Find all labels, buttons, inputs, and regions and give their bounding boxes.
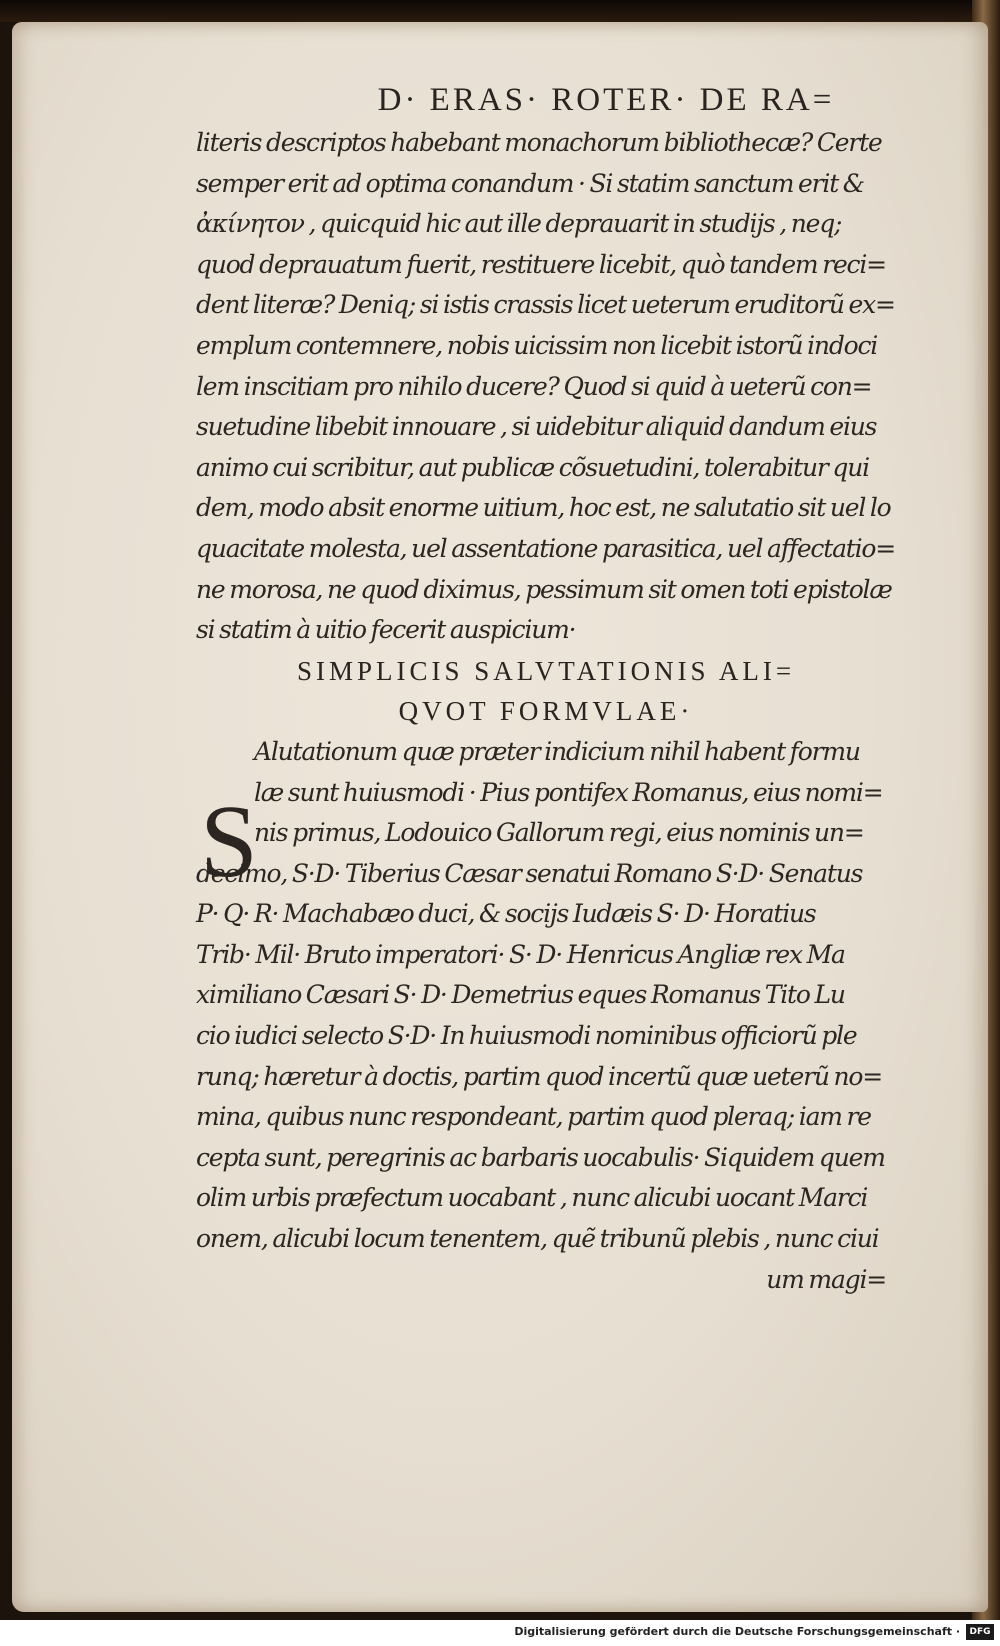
text-line: onem, alicubi locum tenentem, quẽ tribunũ plebis , nunc ciui [196, 1224, 879, 1254]
text-line: quod deprauatum fuerit, restituere licebit, quò tandem reci= [196, 249, 886, 279]
dfg-logo: DFG [966, 1624, 994, 1640]
text-line: cepta sunt, peregrinis ac barbaris uocabulis· Siquidem quem [196, 1142, 885, 1172]
text-line: animo cui scribitur, aut publicæ cõsuetudini, tolerabitur qui [196, 452, 869, 482]
section-heading-line-2: QVOT FORMVLAE· [398, 696, 694, 727]
text-line: cio iudici selecto S·D· In huiusmodi nominibus officiorũ ple [196, 1021, 857, 1051]
text-line: dent literæ? Deniq; si istis crassis licet ueterum eruditorũ ex= [196, 290, 895, 320]
text-line: P· Q· R· Machabæo duci, & socijs Iudæis S· D· Horatius [196, 899, 816, 929]
text-line: emplum contemnere, nobis uicissim non licebit istorũ indoci [196, 330, 878, 360]
text-line: nis primus, Lodouico Gallorum regi, eius nominis un= [254, 818, 864, 848]
text-line: læ sunt huiusmodi · Pius pontifex Romanus, eius nomi= [254, 777, 883, 807]
text-line: Alutationum quæ præter indicium nihil habent formu [254, 736, 860, 766]
text-line: dem, modo absit enorme uitium, hoc est, ne salutatio sit uel lo [196, 493, 891, 523]
page-text [196, 82, 896, 1300]
decorated-initial: S [200, 784, 258, 899]
paragraph-2 [196, 732, 896, 1260]
text-line: mina, quibus nunc respondeant, partim quod pleraq; iam re [196, 1102, 871, 1132]
text-line: ἀκίνητον , quicquid hic aut ille deprauarit in studijs , neq; [196, 209, 842, 239]
text-line: suetudine libebit innouare , si uidebitur aliquid dandum eius [196, 412, 877, 442]
text-line: runq; hæretur à doctis, partim quod incertũ quæ ueterũ no= [196, 1061, 882, 1091]
paragraph-1 [196, 123, 896, 651]
scan-background-top [0, 0, 1000, 22]
text-line: si statim à uitio fecerit auspicium· [196, 615, 576, 645]
funding-note: Digitalisierung gefördert durch die Deutsche Forschungsgemeinschaft · [514, 1625, 960, 1638]
text-line: lem inscitiam pro nihilo ducere? Quod si quid à ueterũ con= [196, 371, 872, 401]
catchword: um magi= [766, 1264, 886, 1294]
text-line: olim urbis præfectum uocabant , nunc alicubi uocant Marci [196, 1183, 868, 1213]
text-line: ximiliano Cæsari S· D· Demetrius eques Romanus Tito Lu [196, 980, 845, 1010]
text-line: Trib· Mil· Bruto imperatori· S· D· Henricus Angliæ rex Ma [196, 939, 845, 969]
text-line: quacitate molesta, uel assentatione parasitica, uel affectatio= [196, 533, 896, 563]
text-line: decimo, S·D· Tiberius Cæsar senatui Romano S·D· Senatus [196, 858, 863, 888]
text-line: ne morosa, ne quod diximus, pessimum sit omen toti epistolæ [196, 574, 892, 604]
text-line: literis descriptos habebant monachorum bibliothecæ? Certe [196, 128, 882, 157]
footer-bar [0, 1620, 1000, 1646]
text-line: semper erit ad optima conandum · Si statim sanctum erit & [196, 168, 864, 198]
running-head: D· ERAS· ROTER· DE RA= [377, 82, 835, 118]
section-heading-line-1: SIMPLICIS SALVTATIONIS ALI= [296, 655, 796, 686]
